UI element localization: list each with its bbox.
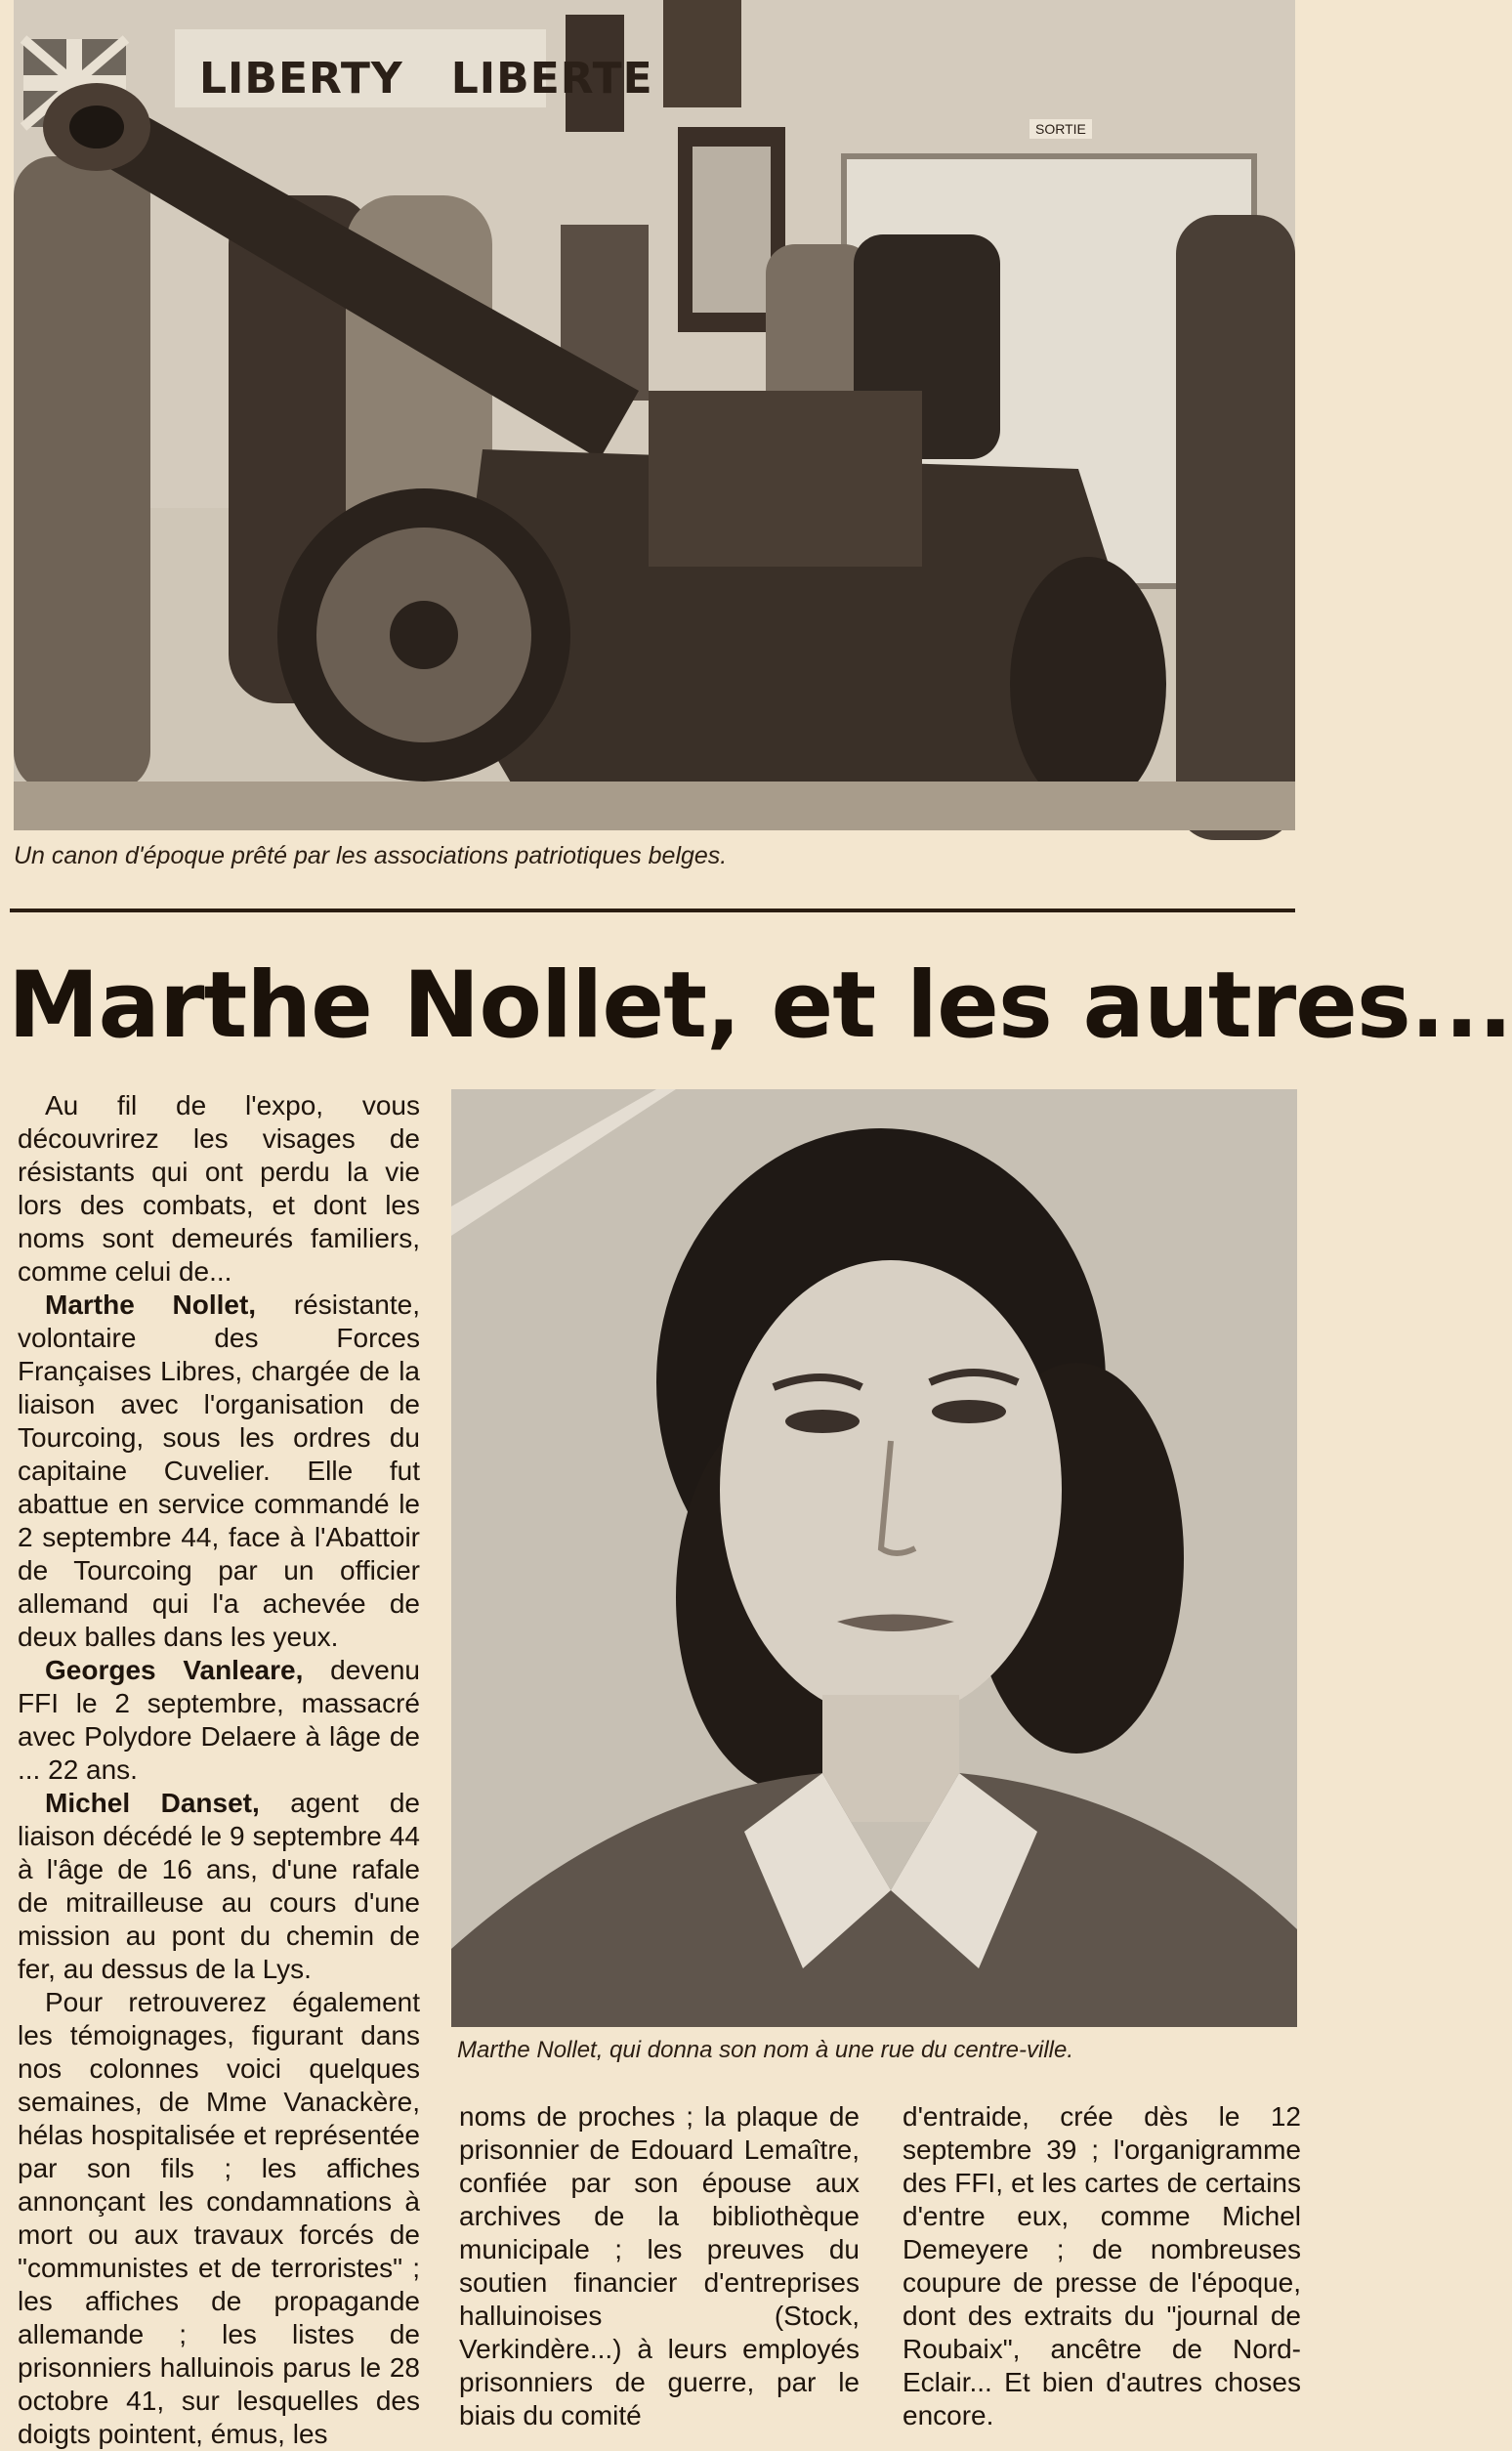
paragraph-georges-text: devenu FFI le 2 septembre, massacré avec Polydore Delaere à lâge de ... 22 ans. <box>18 1655 420 1785</box>
paragraph-temoignages: Pour retrouverez également les témoignages, figurant dans nos colonnes voici quelques semaines, de Mme Vanackère, hélas hospitalisée et représentée par son fils ; les affiches annonçant les condamnations à mort ou aux travaux forcés de "communistes et de terroristes" ; les affiches de propagande allemande ; les listes de prisonniers halluinois parus le 28 octobre 41, sur lesquelles des doigts pointent, émus, les <box>18 1987 420 2449</box>
article-headline: Marthe Nollet, et les autres... <box>8 952 1512 1059</box>
cannon-photo-caption: Un canon d'époque prêté par les associations patriotiques belges. <box>14 842 728 869</box>
name-michel: Michel Danset, <box>45 1788 260 1818</box>
name-marthe: Marthe Nollet, <box>45 1289 257 1320</box>
marthe-nollet-portrait <box>451 1089 1297 2027</box>
article-column-3 <box>903 2100 1301 2432</box>
paragraph-michel-text: agent de liaison décédé le 9 septembre 44 à l'âge de 16 ans, d'une rafale de mitrailleuse au cours d'une mission au pont du chemin de fer, au dessus de la Lys. <box>18 1788 420 1984</box>
paragraph-column3: d'entraide, crée dès le 12 septembre 39 ; l'organigramme des FFI, et les cartes de certains d'entre eux, comme Michel Demeyere ; de nombreuses coupure de presse de l'époque, dont des extraits du "journal de Roubaix", ancêtre de Nord-Eclair... Et bien d'autres choses encore. <box>903 2101 1301 2430</box>
paragraph-michel <box>18 1787 420 1986</box>
liberty-banner <box>199 54 653 104</box>
paragraph-column2: noms de proches ; la plaque de prisonnier de Edouard Lemaître, confiée par son épouse aux archives de la bibliothèque municipale ; les preuves du soutien financier d'entreprises halluinoises (Stock, Verkindère...) à leurs employés prisonniers de guerre, par le biais du comité <box>459 2101 860 2430</box>
exit-sign: SORTIE <box>1029 119 1092 139</box>
paragraph-intro: Au fil de l'expo, vous découvrirez les visages de résistants qui ont perdu la vie lors des combats, et dont les noms sont demeurés familiers, comme celui de... <box>18 1090 420 1287</box>
portrait-illustration <box>451 1089 1297 2027</box>
paragraph-marthe <box>18 1289 420 1654</box>
article-column-2 <box>459 2100 860 2432</box>
cannon-photo <box>14 0 1295 830</box>
banner-left-text: LIBERTY <box>199 54 403 104</box>
banner-right-text: LIBERTE <box>450 54 653 104</box>
cannon-photo-illustration <box>14 0 1295 830</box>
article-column-1 <box>18 1089 420 2451</box>
portrait-caption: Marthe Nollet, qui donna son nom à une rue du centre-ville. <box>457 2037 1074 2063</box>
name-georges: Georges Vanleare, <box>45 1655 304 1685</box>
paragraph-georges <box>18 1654 420 1787</box>
paragraph-marthe-text: résistante, volontaire des Forces Françaises Libres, chargée de la liaison avec l'organisation de Tourcoing, sous les ordres du capitaine Cuvelier. Elle fut abattue en service commandé le 2 septembre 44, face à l'Abattoir de Tourcoing par un officier allemand qui l'a achevée de deux balles dans les yeux. <box>18 1289 420 1652</box>
section-divider <box>10 909 1295 912</box>
